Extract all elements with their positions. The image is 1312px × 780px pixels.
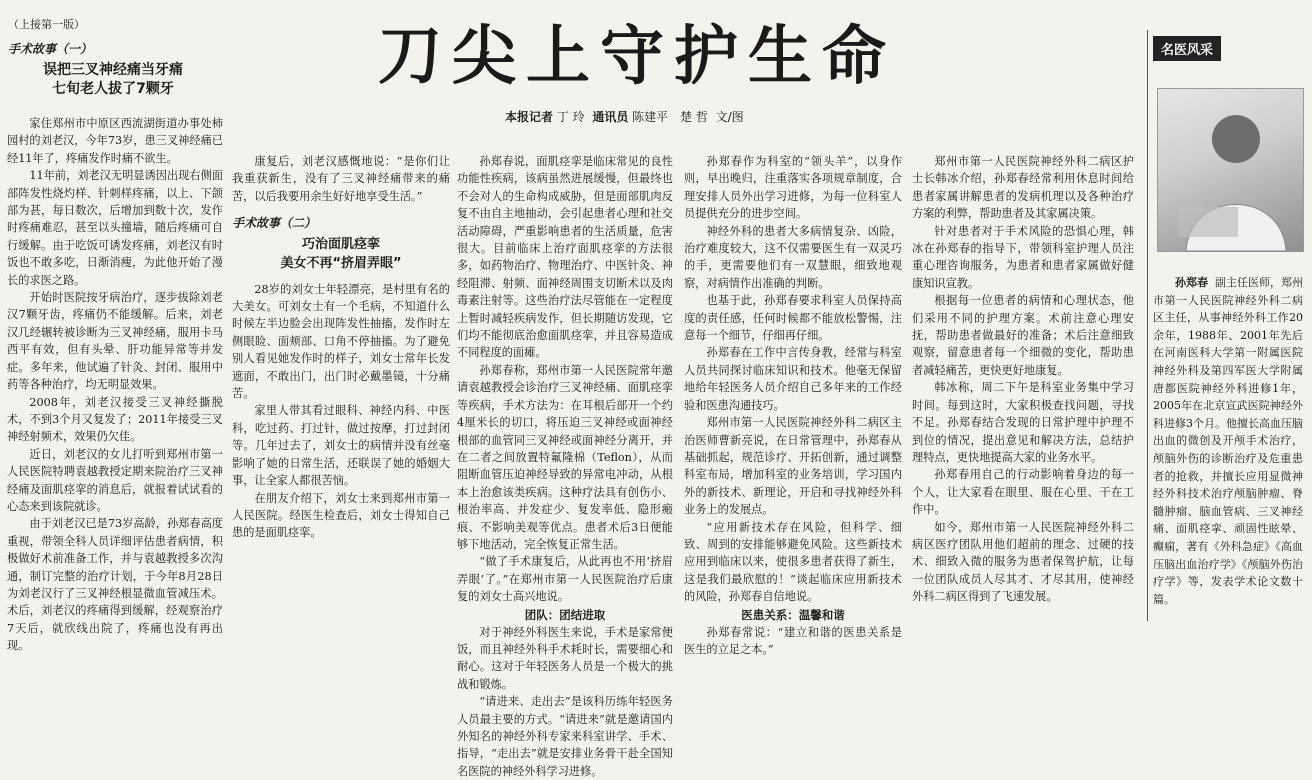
story2-paragraph: 孙郑春称，郑州市第一人民医院常年邀请袁越教授会诊治疗三叉神经痛、面肌痉挛等疾病，手术方法为：在耳根后部开一个约4厘米长的切口，将压迫三叉神经或面神经根部的血管同三叉神经或面神经分离开，并在二者之间放置特氟隆棉（Teflon），从而阻断血管压迫神经导致的异常电冲动，从根本上治愈该类疾病。这种疗法具有创伤小、根治率高、并发症少、复发率低、隐形瘢痕、不影响美观等优点。患者术后3日便能够下地活动，完全恢复正常生活。 [457, 363, 673, 551]
section-heading-team: 团队：团结进取 [524, 607, 606, 622]
section-heading-relation: 医患关系：温馨和谐 [741, 607, 845, 622]
column-2 [232, 153, 450, 542]
story1-paragraph: 家住郑州市中原区西流湖街道办事处柿园村的刘老汉，今年73岁，患三叉神经痛已经11年了，疼痛发作时痛不欲生。 [7, 117, 223, 165]
reporter-name: 丁 玲 [556, 110, 585, 124]
story2-headline-1: 巧治面肌痉挛 [301, 236, 380, 252]
doctor-bio-text: 副主任医师，郑州市第一人民医院神经外科二病区主任，从事神经外科工作20余年，1988年、2001年先后在河南医科大学第一附属医院神经外科及第四军医大学附属唐都医院神经外科进修1年，2005年在北京宣武医院神经外科进修3个月。他擅长高血压脑出血的微创及开颅手术治疗，颅脑外伤的诊断治疗及危重患者的抢救，并擅长应用显微神经外科技术治疗颅脑肿瘤、脊髓肿瘤、脑血管病、三叉神经痛、面肌痉挛、顽固性眩晕、癫痫，著有《外科急症》《高血压脑出血治疗学》《颅脑外伤治疗学》等，发表学术论文数十篇。 [1153, 276, 1303, 606]
column-3 [457, 153, 673, 780]
relation-paragraph: 韩冰称，周二下午是科室业务集中学习时间。每到这时，大家积极查找问题，寻找不足。孙郑春结合发现的日常护理中护理不到位的情况，提出意见和解决方法，总结护理特点，更快地提高大家的业务水平。 [912, 381, 1134, 464]
relation-paragraph: 根据每一位患者的病情和心理状态，他们采用不同的护理方案。术前注意心理安抚，帮助患者做最好的准备；术后注意细致观察，留意患者每一个细微的变化，帮助患者减轻痛苦，更快更好地康复。 [912, 294, 1134, 377]
doctor-portrait-icon [1158, 89, 1303, 251]
correspondent-names: 陈建平 楚 哲 [632, 110, 708, 124]
team-paragraph: “应用新技术存在风险，但科学、细致、周到的安排能够避免风险。这些新技术应用到临床以来，使很多患者获得了新生，这是我们最欣慰的！”谈起临床应用新技术的风险，孙郑春自信地说。 [684, 520, 902, 604]
continued-label: （上接第一版） [8, 18, 85, 31]
reporter-role: 本报记者 [505, 110, 554, 124]
doctor-name: 孙郑春 [1175, 276, 1208, 289]
relation-paragraph: 郑州市第一人民医院神经外科二病区护士长韩冰介绍，孙郑春经常利用休息时间给患者家属讲解患者的发病机理以及各种治疗方案的利弊，帮助患者及其家属决策。 [912, 155, 1134, 221]
team-paragraph: “请进来、走出去”是该科历练年轻医务人员最主要的方式。“请进来”就是邀请国内外知名的神经外科专家来科室讲学、手术、指导，“走出去”就是安排业务骨干赴全国知名医院的神经外科学习进修。 [457, 695, 673, 778]
story2-headline-2: 美女不再“挤眉弄眼” [280, 255, 402, 271]
story1-paragraph: 开始时医院按牙病治疗，逐步拔除刘老汉7颗牙齿，疼痛仍不能缓解。后来，刘老汉几经辗转被诊断为三叉神经痛，服用卡马西平有效，但有头晕、肝功能异常等并发症。多年来，他试遍了针灸、封闭、服用中药等各种治疗，均无明显效果。 [7, 291, 223, 392]
story2-paragraph: 家里人带其看过眼科、神经内科、中医科，吃过药、打过针，做过按摩，打过封闭等。几年过去了，刘女士的病情并没有丝毫影响了她的日常生活，还联误了她的婚姻大事，让全家人都很苦恼。 [232, 404, 450, 488]
story1-headline-block [8, 40, 218, 99]
team-paragraph: 对于神经外科医生来说，手术是家常便饭，而且神经外科手术耗时长，需要细心和耐心。这对于年轻医务人员是一个极大的挑战和锻炼。 [457, 625, 673, 691]
column-4 [684, 153, 902, 658]
story1-paragraph: 近日，刘老汉的女儿打听到郑州市第一人民医院特聘袁越教授定期来院治疗三叉神经痛及面肌痉挛的消息后，就报着试试看的心态来到该院就诊。 [7, 447, 223, 513]
story1-headline-2: 七旬老人拔了7颗牙 [52, 81, 174, 97]
story1-headline-1: 误把三叉神经痛当牙痛 [43, 62, 183, 78]
column-5 [912, 153, 1134, 606]
sidebar-bio [1153, 274, 1303, 608]
relation-paragraph: 如今，郑州市第一人民医院神经外科二病区医疗团队用他们超前的理念、过硬的技术、细致入微的服务为患者保驾护航，让每一位团队成员人尽其才、才尽其用，使神经外科二病区得到了飞速发展。 [912, 520, 1134, 604]
story1-paragraph: 由于刘老汉已是73岁高龄，孙郑春高度重视，带领全科人员详细评估患者病情，积极做好术前准备工作，并与袁越教授多次沟通，制订完整的治疗计划，于今年8月28日为刘老汉行了三叉神经根显微血管减压术。术后，刘老汉的疼痛得到缓解，经观察治疗7天后，就欣线出院了，疼痛也没有再出现。 [7, 517, 223, 653]
story1-paragraph: 11年前，刘老汉无明显诱因出现右侧面部阵发性烧灼样、针刺样疼痛，以上、下颌部为甚，每日数次，后增加到数十次，发作时疼痛难忍，甚至以头撞墙，随后疼痛可自行缓解。由于吃饭可诱发疼痛，刘老汉有时饭也不敢多吃，日渐消瘦，为此他开始了漫长的求医之路。 [7, 169, 223, 287]
relation-paragraph: 针对患者对于手术风险的恐惧心理，韩冰在孙郑春的指导下，带领科室护理人员注重心理咨询服务，为患者和患者家属做好健康知识宣教。 [912, 224, 1134, 290]
sidebar-tag: 名医风采 [1153, 36, 1221, 61]
sidebar-divider [1147, 30, 1148, 621]
team-paragraph: 神经外科的患者大多病情复杂、凶险，治疗难度较大，这不仅需要医生有一双灵巧的手，更需要他们有一双慧眼，细致地观察，对病情作出准确的判断。 [684, 224, 902, 290]
byline-suffix: 文/图 [715, 110, 744, 124]
story2-paragraph: “做了手术康复后，从此再也不用‘挤眉弄眼’了。”在郑州市第一人民医院治疗后康复的刘女士高兴地说。 [457, 555, 673, 604]
column-1 [7, 115, 223, 655]
story1-paragraph: 康复后，刘老汉感慨地说：“是你们让我重获新生，没有了三叉神经痛带来的痛苦，以后我要用余生好好地享受生活。” [232, 155, 450, 203]
team-paragraph: 也基于此，孙郑春要求科室人员保持高度的责任感，任何时候都不能放松警惕，注意每一个细节，仔细再仔细。 [684, 294, 902, 343]
page-title: 刀尖上守护生命 [378, 19, 896, 94]
story2-paragraph: 28岁的刘女士年轻漂亮，是村里有名的大美女。可刘女士有一个毛病，不知道什么时候左半边脸会出现阵发性抽搐，发作时左侧眼睑、面颊部、口角不停抽搐。为了避免别人看见她发作时的样子，刘女士常年长发遮面，不敢出门，出门时必戴墨镜，十分痛苦。 [232, 282, 450, 401]
story2-paragraph: 在朋友介绍下，刘女士来到郑州市第一人民医院。经医生检查后，刘女士得知自己患的是面肌痉挛。 [232, 491, 450, 540]
story1-kicker: 手术故事（一） [8, 42, 93, 56]
team-paragraph: 孙郑春作为科室的“领头羊”，以身作则，早出晚归，注重落实各项规章制度，合理安排人员外出学习进修，为每一位科室人员提供充分的进步空间。 [684, 155, 902, 221]
correspondent-role: 通讯员 [592, 110, 629, 124]
article-body [0, 96, 1146, 778]
story2-paragraph: 孙郑春说，面肌痉挛是临床常见的良性功能性疾病，该病虽然进展缓慢，但最终也不会对人的生命构成威胁，但是面部肌肉反复不由自主地抽动，会引起患者心理和社交活动障碍，严重影响患者的生活质量，危害很大。目前临床上治疗面肌痉挛的方法很多，如药物治疗、物理治疗、中医针灸、神经阻滞、射频、面神经周围支切断术以及肉毒素注射等。这些治疗法尽管能在一定程度上暂时减轻疾病发作，但长期随访发现，它们均不能彻底治愈面肌痉挛，并且容易造成不同程度的面瘫。 [457, 155, 673, 360]
story2-kicker: 手术故事（二） [232, 216, 317, 231]
team-paragraph: 郑州市第一人民医院神经外科二病区主治医师曹新亮说，在日常管理中，孙郑春从基础抓起，规范诊疗、开拓创新，通过调整科室布局，增加科室的业务培训，学习国内外的新技术、新理论，开启和寻找神经外科业务上的发展点。 [684, 416, 902, 517]
relation-paragraph: 孙郑春常说：“建立和谐的医患关系是医生的立足之本。” [684, 625, 902, 656]
team-paragraph: 孙郑春在工作中言传身教，经常与科室人员共同探讨临床知识和技术。他毫无保留地给年轻医务人员介绍自己多年来的工作经验和医患沟通技巧。 [684, 346, 902, 412]
relation-paragraph: 孙郑春用自己的行动影响着身边的每一个人，让大家看在眼里、服在心里、干在工作中。 [912, 468, 1134, 517]
story1-paragraph: 2008年，刘老汉接受三叉神经撕脱术，不到3个月又复发了；2011年接受三叉神经射频术，效果仍欠佳。 [7, 395, 223, 444]
doctor-photo [1157, 88, 1304, 252]
